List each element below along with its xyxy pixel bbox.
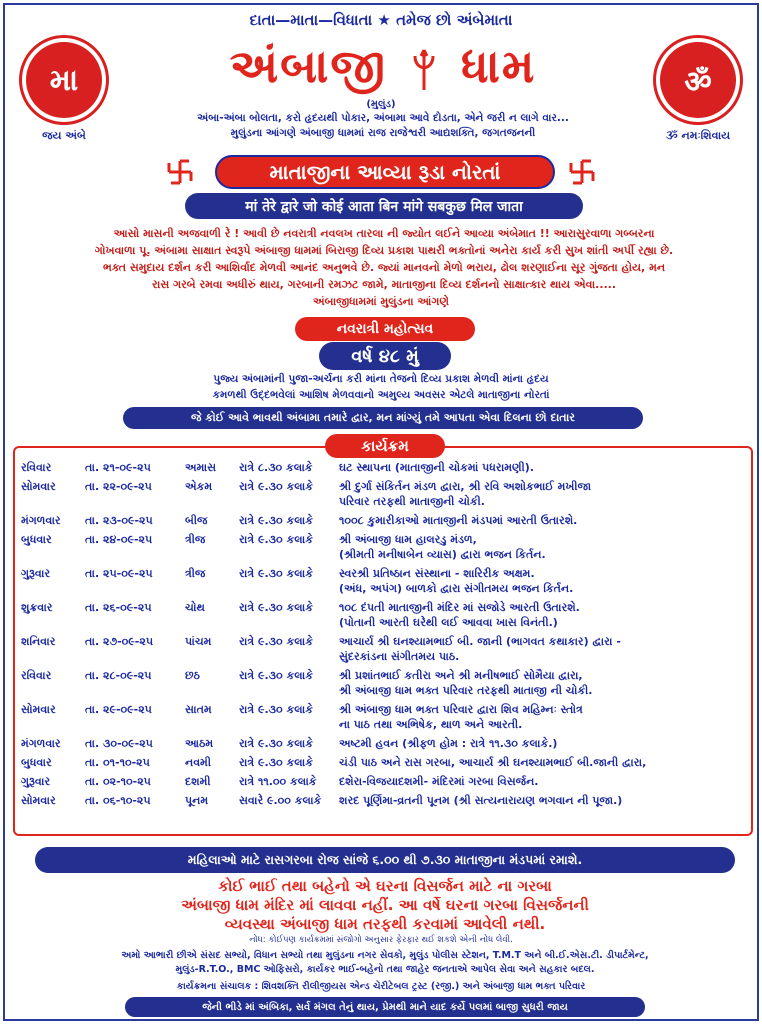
- schedule-time: રાત્રે ૯.૩૦ કલાકે: [239, 635, 313, 648]
- schedule-date: તા. ૨૧-૦૯-૨૫: [85, 461, 151, 474]
- schedule-event: આચાર્ય શ્રી ઘનશ્યામભાઈ બી. જાની (ભાગવત કથાકાર) દ્વારા -: [339, 635, 621, 648]
- schedule-event-more: શ્રી અંબાજી ધામ ભક્ત પરિવાર તરફથી માતાજી ની ચોકી.: [339, 684, 593, 697]
- schedule-event: ઘટ સ્થાપના (માતાજીની ચોકમાં પધરામણી).: [339, 461, 534, 474]
- schedule-tithi: સાતમ: [185, 703, 212, 716]
- schedule-row: [21, 479, 751, 494]
- schedule-row-continuation: [21, 683, 751, 698]
- schedule-date: તા. ૨૨-૦૯-૨૫: [85, 480, 152, 493]
- schedule-tithi: અમાસ: [185, 461, 216, 474]
- schedule-tithi: આઠમ: [185, 737, 214, 750]
- schedule-row-continuation: [21, 649, 751, 664]
- festival-description: [5, 371, 757, 403]
- schedule-time: સવારે ૯.૦૦ કલાકે: [239, 794, 322, 807]
- schedule-day: બુધવાર: [21, 756, 52, 769]
- year-badge: વર્ષ ૪૮ મું: [319, 342, 451, 370]
- schedule-event-more: ના પાઠ તથા અભિષેક, થાળ અને આરતી.: [339, 718, 523, 731]
- om-icon: ॐ: [660, 42, 736, 118]
- title-dham: ધામ: [460, 39, 537, 93]
- warning-line: વ્યવસ્થા અંબાજી ધામ તરફથી કરવામાં આવેલી નથી.: [224, 915, 546, 933]
- schedule-row: [21, 460, 751, 475]
- schedule-row-continuation: [21, 547, 751, 562]
- schedule-tithi: નવમી: [185, 756, 211, 769]
- swastik-icon: [165, 157, 195, 187]
- schedule-time: રાત્રે ૯.૩૦ કલાકે: [239, 514, 313, 527]
- schedule-day: શનિવાર: [21, 635, 56, 648]
- schedule-date: તા. ૨૩-૦૯-૨૫: [85, 514, 153, 527]
- schedule-row: [21, 600, 751, 615]
- jay-ambe-caption: જય અંબે: [42, 129, 86, 142]
- thanks-line: અમો આભારી છીએ સંસદ સભ્યો, વિધાન સભ્યો તથા મુલુંડના નગર સેવકો, મુલુંડ પોલીસ સ્ટેશન, T.M.T અને બી.ઈ.એસ.ટી. ડીપાર્ટમેન્ટ,: [121, 950, 649, 961]
- schedule-day: રવિવાર: [21, 669, 52, 682]
- schedule-day: મંગળવાર: [21, 737, 61, 750]
- schedule-event: સ્વરશ્રી પ્રતિષ્ઠાન સંસ્થાના - શારિરીક અક્ષમ.: [339, 567, 535, 580]
- schedule-time: રાત્રે ૯.૩૦ કલાકે: [239, 480, 313, 493]
- swastik-icon: [567, 157, 597, 187]
- schedule-event: ૧૦૮ દંપતી માતાજીની મંદિર માં સજોડે આરતી ઉતારશે.: [339, 601, 580, 614]
- schedule-row: [21, 532, 751, 547]
- schedule-tithi: એકમ: [185, 480, 213, 493]
- schedule-time: રાત્રે ૧૧.૦૦ કલાકે: [239, 775, 317, 788]
- schedule-row: [21, 755, 751, 770]
- om-badge: [653, 35, 743, 125]
- poster: [3, 3, 759, 1021]
- schedule-title: કાર્યક્રમ: [325, 434, 445, 458]
- schedule-event: ચંડી પાઠ અને રાસ ગરબા, આચાર્ય શ્રી ઘનશ્યામભાઈ બી.જાની દ્વારા,: [339, 756, 647, 769]
- schedule-tithi: બીજ: [185, 514, 208, 527]
- organiser-line: કાર્યક્રમના સંચાલક : શિવશક્તિ રીલીજીયસ એન્ડ ચેરીટેબલ ટ્રસ્ટ (રજી.) અને અંબાજી ધામ ભક્ત પરિવાર: [176, 981, 586, 992]
- schedule-event: શરદ પૂર્ણિમા-વ્રતની પૂનમ (શ્રી સત્યનારાયણ ભગવાન ની પૂજા.): [339, 794, 623, 807]
- schedule-event-more: (પોતાની આરતી ઘરેથી લઈ આવવા ખાસ વિનંતી.): [339, 616, 558, 629]
- schedule-event: શ્રી દુર્ગા સંકિર્તન મંડળ દ્વારા, શ્રી રવિ અશોકભાઈ મખીજા: [339, 480, 592, 493]
- schedule-event: દશેરા-વિજયાદશમી- મંદિરમાં ગરબા વિસર્જન.: [339, 775, 539, 788]
- schedule-event: શ્રી અંબાજી ધામ હાલરડુ મંડળ,: [339, 533, 477, 546]
- schedule-event-more: પરિવાર તરફથી માતાજીની ચોકી.: [339, 495, 485, 508]
- schedule-event: અષ્ટમી હવન (શ્રીફળ હોમ : રાત્રે ૧૧.૩૦ કલાકે.): [339, 737, 558, 750]
- schedule-time: રાત્રે ૯.૩૦ કલાકે: [239, 737, 313, 750]
- schedule-event: શ્રી પ્રશાંતભાઈ કતીરા અને શ્રી મનીષભાઈ સોમૈયા દ્વારા,: [339, 669, 583, 682]
- schedule-row: [21, 702, 751, 717]
- intro-line: અંબા-અંબા બોલતા, કરો હૃદયથી પોકાર, અંબામા આવે દોડતા, એને જરી ન લાગે વાર...: [197, 112, 569, 124]
- warning-line: કોઈ ભાઈ તથા બહેનો એ ઘરના વિસર્જન માટે ના ગરબા: [218, 877, 552, 895]
- schedule-row: [21, 774, 751, 789]
- trishul-icon: [409, 48, 439, 92]
- om-namah-shivay-caption: ૐ નમઃશિવાય: [665, 129, 731, 142]
- intro-lines: [115, 111, 651, 141]
- paragraph-line: ભક્ત સમુદાય દર્શન કરી આશિર્વાદ મેળવી આનંદ અનુભવે છે. જ્યાં માનવનો મેળો ભરાય, ઢોલ શરણાઈના સૂર ગુંજતા હોય, મન: [102, 261, 666, 274]
- quote-banner: જે કોઈ આવે ભાવથી અંબામા તમારે દ્વાર, મન માંગ્યું તમે આપતા એવા દિલના છો દાતાર: [123, 407, 643, 429]
- schedule-tithi: દશમી: [185, 775, 211, 788]
- paragraph-line: રાસ ગરબે રમવા અધીરું થાય, ગરબાની રમઝટ જામે, માતાજીના દિવ્ય દર્શનનો સાક્ષાત્કાર થાય એવા.....: [151, 278, 617, 291]
- schedule-date: તા. ૨૪-૦૯-૨૫: [85, 533, 153, 546]
- paragraph-end: અંબાજીધામમાં મુલુંડના આંગણે: [313, 295, 449, 308]
- schedule-date: તા. ૩૦-૦૯-૨૫: [85, 737, 153, 750]
- schedule-event: ૧૦૦૮ કુમારીકાઓ માતાજીની મંડપમાં આરતી ઉતારશે.: [339, 514, 578, 527]
- subtitle-mulund: (મુલુંડ): [366, 99, 396, 110]
- thanks-line: મુલુંડ-R.T.O., BMC ઓફિસરો, કાર્યકર ભાઈ-બહેનો તથા જાહેર જનતાએ આપેલ સેવા અને સહકાર બદલ.: [175, 964, 595, 975]
- footer-banner: જેની ભીડે માં અંબિકા, સર્વ મંગલ તેનું થાય, પ્રેમથી માને યાદ કર્યે પલમાં બાજી સુધરી જાય: [125, 997, 645, 1017]
- schedule-time: રાત્રે ૯.૩૦ કલાકે: [239, 703, 313, 716]
- schedule-date: તા. ૦૧-૧૦-૨૫: [85, 756, 150, 769]
- schedule-date: તા. ૨૮-૦૯-૨૫: [85, 669, 152, 682]
- paragraph-line: આસો માસની અજવાળી રે ! આવી છે નવરાત્રી નવલખ તારલા ની જ્યોત લઈને આવ્યા અંબેમાત !! આરાસુરવાળા ગબ્બરના: [113, 227, 655, 240]
- schedule-row: [21, 634, 751, 649]
- schedule-date: તા. ૨૯-૦૯-૨૫: [85, 703, 152, 716]
- top-tagline: દાતા—માતા—વિધાતા ★ તમેજ છો અંબેમાતા: [249, 11, 513, 29]
- schedule-event-more: (અંધ, અપંગ) બાળકો દ્વારા સંગીતમય ભજન કિર્તન.: [339, 582, 574, 595]
- schedule-date: તા. ૦૨-૧૦-૨૫: [85, 775, 151, 788]
- description-line: પુજ્ય અંબામાંની પુજા-અર્ચના કરી માંના તેજનો દિવ્ય પ્રકાશ મેળવી માંના હૃદય: [213, 373, 549, 385]
- navratri-banner: માતાજીના આવ્યા રૂડા નોરતાં: [215, 155, 555, 189]
- schedule-event-more: (શ્રીમતી મનીષાબેન વ્યાસ) દ્વારા ભજન કિર્તન.: [339, 548, 546, 561]
- schedule-event: શ્રી અંબાજી ધામ ભક્ત પરિવાર દ્વારા શિવ મહિમ્નઃ સ્તોત્ર: [339, 703, 583, 716]
- paragraph-line: ગોખવાળા પૂ. અંબામા સાક્ષાત સ્વરૂપે અંબાજી ધામમાં બિરાજી દિવ્ય પ્રકાશ પાથરી ભક્તોનાં અનેરા કાર્ય કરી સુખ શાંતી અર્પી રહ્યા છે.: [94, 244, 674, 257]
- schedule-row-continuation: [21, 615, 751, 630]
- schedule-date: તા. ૦૬-૧૦-૨૫: [85, 794, 151, 807]
- schedule-day: ગુરૂવાર: [21, 567, 51, 580]
- schedule-row: [21, 736, 751, 751]
- women-garba-notice: મહિલાઓ માટે રાસગરબા રોજ સાંજે ૬.૦૦ થી ૭.૩૦ માતાજીના મંડપમાં રમાશે.: [35, 847, 735, 873]
- change-note: નોંધ: કોઈપણ કાર્યક્રમમાં સંજોગો અનુસાર ફેરફાર થઈ શકશે એની નોંધ લેવી.: [249, 935, 513, 945]
- warning-line: અંબાજી ધામ મંદિર માં લાવવા નહીં. આ વર્ષે ઘરના ગરબા વિસર્જનની: [181, 896, 589, 914]
- schedule-day: રવિવાર: [21, 461, 52, 474]
- ma-badge-text: મા: [26, 42, 102, 118]
- schedule-day: શુક્રવાર: [21, 601, 53, 614]
- ma-badge: [19, 35, 109, 125]
- schedule-day: મંગળવાર: [21, 514, 61, 527]
- schedule-row: [21, 793, 751, 808]
- schedule-date: તા. ૨૬-૦૯-૨૫: [85, 601, 152, 614]
- garba-warning: [45, 877, 725, 934]
- schedule-table: [21, 460, 751, 812]
- schedule-time: રાત્રે ૯.૩૦ કલાકે: [239, 756, 313, 769]
- schedule-row: [21, 513, 751, 528]
- schedule-tithi: ત્રીજ: [185, 567, 206, 580]
- schedule-time: રાત્રે ૯.૩૦ કલાકે: [239, 669, 313, 682]
- row-spacer: [21, 808, 751, 812]
- schedule-tithi: છઠ: [185, 669, 200, 682]
- schedule-day: સોમવાર: [21, 794, 56, 807]
- intro-paragraph: [19, 225, 749, 293]
- schedule-date: તા. ૨૭-૦૯-૨૫: [85, 635, 154, 648]
- festival-badge: નવરાત્રી મહોત્સવ: [295, 317, 475, 341]
- intro-line: મુલુંડના આંગણે અંબાજી ધામમાં રાજ રાજેશ્વરી આદ્યશક્તિ, જગતજનની: [230, 127, 536, 139]
- schedule-day: સોમવાર: [21, 480, 56, 493]
- schedule-tithi: ત્રીજ: [185, 533, 206, 546]
- schedule-row-continuation: [21, 494, 751, 509]
- hindi-banner: मां तेरे द्वारे जो कोई आता बिन मांगे सबकुछ मिल जाता: [185, 193, 583, 219]
- schedule-day: બુધવાર: [21, 533, 52, 546]
- schedule-date: તા. ૨૫-૦૯-૨૫: [85, 567, 153, 580]
- schedule-row: [21, 566, 751, 581]
- schedule-time: રાત્રે ૯.૩૦ કલાકે: [239, 533, 313, 546]
- schedule-tithi: ચોથ: [185, 601, 205, 614]
- description-line: કમળથી ઉદ્દભવેલાં આશિષ મેળવવાનો અમુલ્ય અવસર એટલે માતાજીના નોરતાં: [212, 389, 550, 401]
- schedule-time: રાત્રે ૯.૩૦ કલાકે: [239, 601, 313, 614]
- schedule-row: [21, 668, 751, 683]
- schedule-time: રાત્રે ૮.૩૦ કલાકે: [239, 461, 313, 474]
- schedule-row-continuation: [21, 581, 751, 596]
- title-ambaji: અંબાજી: [229, 39, 387, 93]
- schedule-tithi: પૂનમ: [185, 794, 209, 807]
- schedule-row-continuation: [21, 717, 751, 732]
- schedule-time: રાત્રે ૯.૩૦ કલાકે: [239, 567, 313, 580]
- schedule-event-more: સુંદરકાંડના સંગીતમય પાઠ.: [339, 650, 460, 663]
- acknowledgement: [25, 949, 745, 977]
- page-title: [155, 39, 611, 95]
- schedule-tithi: પાંચમ: [185, 635, 212, 648]
- schedule-day: સોમવાર: [21, 703, 56, 716]
- schedule-day: ગુરૂવાર: [21, 775, 51, 788]
